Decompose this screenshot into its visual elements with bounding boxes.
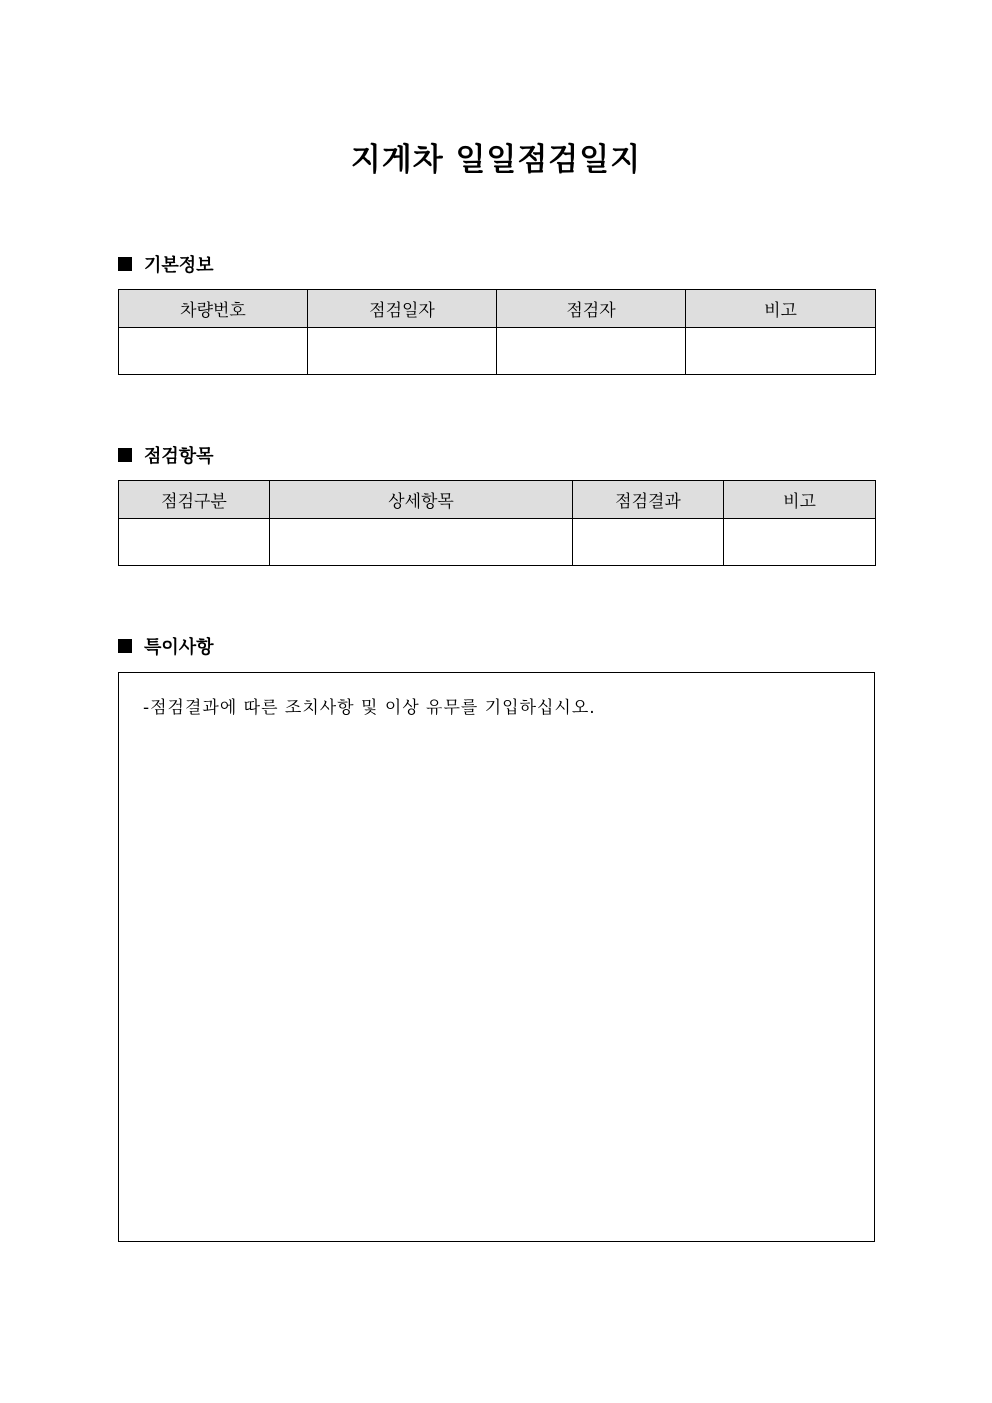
inspection-items-table xyxy=(118,480,876,566)
remarks-cell[interactable] xyxy=(686,328,876,375)
table-row xyxy=(119,328,876,375)
inspection-category-cell[interactable] xyxy=(119,519,270,566)
table-header-row xyxy=(119,481,876,519)
detail-items-cell[interactable] xyxy=(270,519,573,566)
section-heading-inspection-items xyxy=(118,443,214,467)
notes-instruction-text: -점검결과에 따른 조치사항 및 이상 유무를 기입하십시오. xyxy=(143,698,596,718)
section-heading-remarks xyxy=(118,634,214,658)
section-heading-label: 점검항목 xyxy=(144,446,214,467)
inspection-result-cell[interactable] xyxy=(573,519,724,566)
table-header-row xyxy=(119,290,876,328)
column-header-remarks: 비고 xyxy=(724,481,876,519)
column-header-vehicle-number: 차량번호 xyxy=(119,290,308,328)
column-header-inspector: 점검자 xyxy=(497,290,686,328)
column-header-inspection-category: 점검구분 xyxy=(119,481,270,519)
square-bullet-icon xyxy=(118,257,132,271)
column-header-inspection-date: 점검일자 xyxy=(308,290,497,328)
section-heading-basic-info xyxy=(118,252,214,276)
vehicle-number-cell[interactable] xyxy=(119,328,308,375)
square-bullet-icon xyxy=(118,639,132,653)
section-heading-label: 기본정보 xyxy=(144,255,214,276)
document-title: 지게차 일일점검일지 xyxy=(350,142,642,178)
special-notes-box[interactable] xyxy=(118,672,875,1242)
basic-info-table xyxy=(118,289,876,375)
section-heading-label: 특이사항 xyxy=(144,637,214,658)
square-bullet-icon xyxy=(118,448,132,462)
table-row xyxy=(119,519,876,566)
inspection-date-cell[interactable] xyxy=(308,328,497,375)
column-header-detail-items: 상세항목 xyxy=(270,481,573,519)
column-header-remarks: 비고 xyxy=(686,290,876,328)
remarks-cell[interactable] xyxy=(724,519,876,566)
inspector-cell[interactable] xyxy=(497,328,686,375)
column-header-inspection-result: 점검결과 xyxy=(573,481,724,519)
